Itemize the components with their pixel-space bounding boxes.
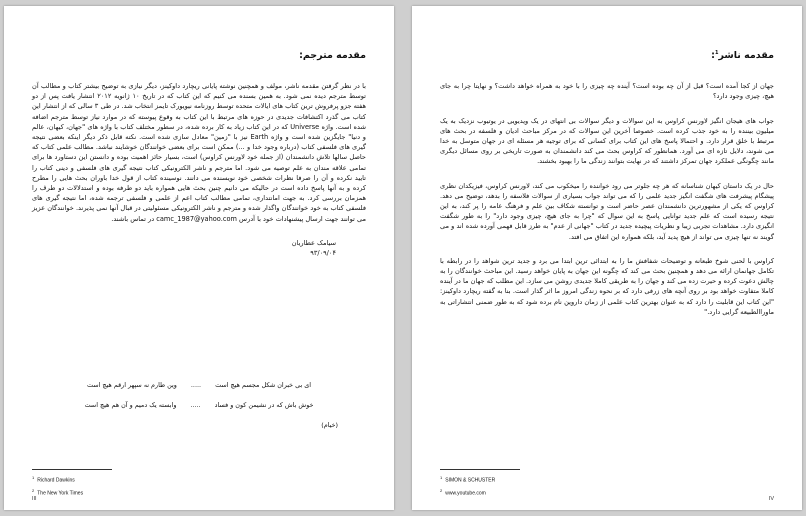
poem-separator: .....	[190, 381, 202, 389]
signature-block	[32, 238, 336, 258]
footnote: $^1$Richard Dawkins	[32, 475, 75, 484]
preface-text: با در نظر گرفتن مقدمه ناشر، مولف و همچنین نوشته پایانی ریچارد داوکینز، دیگر نیازی به توضیح بیشتر کتاب و مطالب آن توسط مترجم دیده نمی شود. به همین بسنده می کنیم که این کتاب که در تاریخ ۱۰ ژانویه ۲۰۱۲ انتشار یافت پس از دو هفته جزو پرفروش ترین کتاب های ایالات متحده توسط روزنامه نیویورک تایمز انتخاب شد. در طی ۳ سالی که از انتشار این کتاب می گذرد اکتشافات جدیدی در حوزه های مرتبط با این کتاب به وقوع پیوسته که در موارد نیاز توسط مترجم اضافه شده است. واژه Universe که در این کتاب زیاد به کار برده شده، در سطور مختلف کتاب با واژه های "جهان، کیهان، عالم و دنیا" جایگزین شده است و واژه Earth نیز با "زمین" معادل سازی شده است. نکته قابل ذکر دیگر اینکه بعضی نتیجه گیری های فلسفی کتاب (درباره وجود خدا و ...) ممکن است برای بعضی خوانندگان خوشایند نباشد. مطالب علمی کتاب که حاصل سالها تلاش دانشمندان (از جمله خود لاورنس کراوس) است، بسیار حائز اهمیت بوده و دانستن این دستاورد ها برای تمامی علاقه مندان به علم توصیه می شود. اما مترجم و ناشر الکترونیکی کتاب نتیجه گیری های فلسفی و دینی کتاب را تایید نکرده و آن را صرفا نظرات شخصی خود نویسنده می دانند. نوسینده کتاب از قول خدا باوران بحث هایی را مطرح کرده و به آنها پاسخ داده است در حالیکه می دانیم چنین بحث هایی همواره باید دو طرفه بوده و استدلالات دو طرف را همزمان بررسی کرد. به جهت امانتداری، تمامی مطالب کتاب اعم از علمی و فلسفی ترجمه شده، اما نتیجه گیری های فلسفی کتاب به خود خوانندگان واگذار شده و مترجم و ناشر الکترونیکی مسئولیتی در قبال آنها نمی پذیرند. خوانندگان عزیز می توانند جهت ارسال پیشنهادات خود با آدرس	[32, 82, 366, 223]
publisher-preface-paragraph: جواب های هیجان انگیز لاورنس کراوس به این سوالات و دیگر سوالات بی انتهای در یک ویدیویی در یوتیوب نزدیک به یک میلیون بیننده را به خود جذب کرده است. خصوصا آخرین این سوالات که در مرکز مباحث ادیان و فلسفه در بحث های مرتبط با خلق قرار دارد. و احتمالا پاسخ های این کتاب برای کسانی که برای توجیه هر مسئله ای در جهان متوسل به خدا می شوند، دلایل تازه ای می آورد. همانطور که کراوس بحث می کند دانشمندان به صورت تاریخی بر روی مسائل دیگری مانند چگونگی عملکرد جهان تمرکز داشتند که در نهایت بتوانند زندگی ما را بهبود بخشند.	[440, 116, 774, 166]
email-suffix: در تماس باشند.	[111, 214, 155, 223]
poem-hemistich-right: ای بی خبران شکل مجسم هیچ است	[215, 381, 312, 389]
publisher-preface-paragraph: کراوس با لحنی شوخ طبعانه و توضیحات شفافش ما را به ابتدائی ترین ابتدا می برد و جدید ترین شواهد را در رابطه با تکامل جهانمان ارائه می دهد و همچنین بحث می کند که چگونه این جهان به پایان خواهد رسید. این مباحث خوانندگان را به چالش دعوت کرده و حیرت زده می کند و جهان را به طریقی کاملا جدیدی روشن می سازد. این مطلب که جهان ما در آینده کاملا متفاوت خواهد بود بر روی آنچه های زرفی دارد که بر نحوه زندگی امروز ما اثر گذار است. بنا به گفته ریچارد داوکینز: "این کتاب این قابلیت را دارد که به عنوان بهترین کتاب علمی از زمان داروین نام برده شود که به طور ضمنی انتشاراتی به ماوراالطبیعه گرایی دارد."	[440, 256, 774, 316]
signature-date: ۹۳/۰۹/۰۴	[310, 248, 336, 257]
footnotes	[440, 469, 520, 498]
poem-hemistich-left: وین طارم نه سپهر ارقم هیچ است	[86, 381, 177, 389]
poet-name: (خیام)	[321, 421, 338, 429]
poem-line	[32, 401, 366, 409]
publisher-preface-paragraph: حال در یک داستان کیهان شناسانه که هر چه جلوتر می رود خواننده را میخکوب می کند، لاورنس کراوس، فیزیکدان نظری پیشگام پیشرفت های شگفت انگیز جدید علمی را که می تواند جواب بسیاری از سوالات فلاسفه را بدهد، توضیح می دهد. کراوس که یکی از مشهورترین دانشمندان عصر حاضر است و توانسته شکاف بین علم و فرهنگ عامه را پر کند، به این نتیجه رسیده است که علم جدید توانایی پاسخ به این سوال که "چرا به جای هیچ، چیزی وجود دارد" را به طور شگفت انگیزی دارد. مشاهدات تجربی زیبا و نظریات پیچیده جدید در کتاب "جهانی از عدم" به طرز قابل فهمی آورده شده اند و می گویند نه تنها چیزی می تواند از هیچ پدید آید، بلکه همواره این اتفاق می افتد.	[440, 181, 774, 241]
footnote: $^1$SIMON & SCHUSTER	[440, 475, 496, 484]
poem-hemistich-left: وابسته یک دمیم و آن هم هیچ است	[84, 401, 177, 409]
poem	[32, 381, 366, 429]
footnote: $^2$The New York Times	[32, 487, 84, 497]
page-number: IV	[768, 496, 774, 502]
publisher-preface-heading: مقدمه ناشر$^1$:	[711, 50, 774, 62]
footnote-text: The New York Times	[37, 490, 84, 497]
poem-hemistich-right: خوش باش که در نشیمن کون و فساد	[214, 401, 314, 409]
publisher-preface-paragraph: جهان از کجا آمده است؟ قبل از آن چه بوده است؟ آینده چه چیزی را با خود به همراه خواهد داشت؟ و نهایتا چرا به جای هیچ، چیزی وجود دارد؟	[440, 82, 774, 101]
footnote: $^2$www.youtube.com	[440, 487, 486, 497]
signature-name: سیامک عطاریان	[291, 238, 336, 247]
footnotes	[32, 469, 112, 498]
page-content	[32, 50, 366, 258]
poem-line	[32, 381, 366, 389]
translator-preface-paragraph	[32, 81, 366, 224]
translator-preface-page	[4, 6, 394, 510]
footnote-text: Richard Dawkins	[37, 477, 75, 484]
publisher-preface-page	[412, 6, 802, 510]
page-content	[440, 50, 774, 331]
footnote-text: SIMON & SCHUSTER	[445, 477, 496, 484]
footnote-text: www.youtube.com	[445, 490, 486, 497]
page-number: III	[32, 496, 37, 502]
translator-preface-heading: مقدمه مترجم:	[299, 50, 366, 61]
email-link[interactable]: camc_1987@yahoo.com	[156, 214, 237, 223]
poem-separator: .....	[190, 401, 201, 409]
